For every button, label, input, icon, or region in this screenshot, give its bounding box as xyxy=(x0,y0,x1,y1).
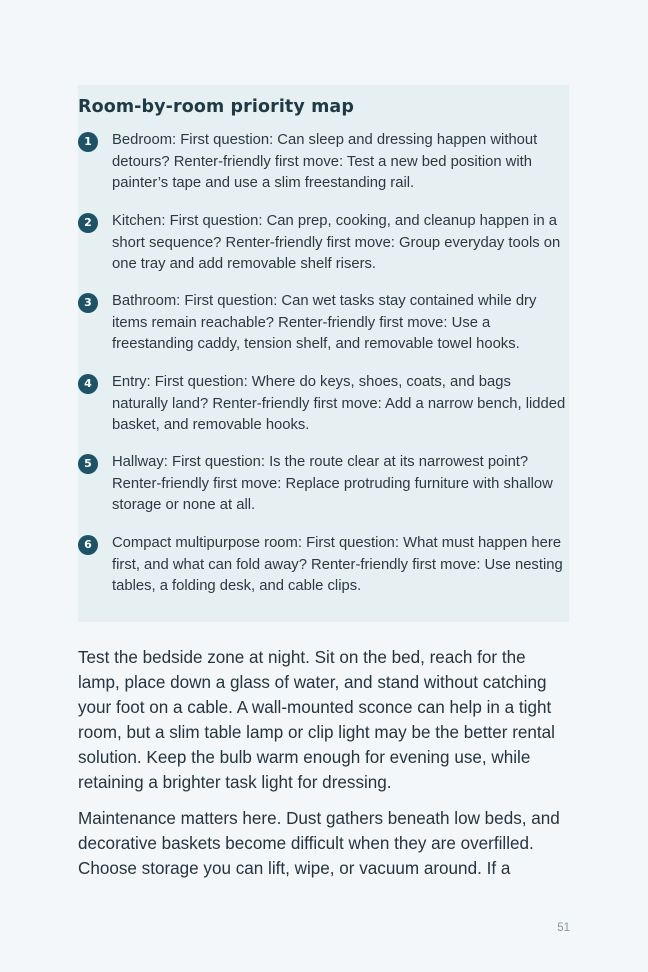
number-badge: 2 xyxy=(78,213,98,233)
priority-item-text: Bedroom: First question: Can sleep and dressing happen without detours? Renter-friendly first move: Test a new bed position with painter’s tape and use a slim freestanding rail. xyxy=(112,132,538,191)
number-badge: 1 xyxy=(78,132,98,152)
priority-item-text: Hallway: First question: Is the route clear at its narrowest point? Renter-friendly first move: Replace protruding furniture with shallow storage or none at all. xyxy=(112,454,553,513)
page-number: 51 xyxy=(557,922,570,934)
priority-item-text: Entry: First question: Where do keys, shoes, coats, and bags naturally land? Renter-friendly first move: Add a narrow bench, lidded basket, and removable hooks. xyxy=(112,374,566,433)
body-paragraph-maintenance: Maintenance matters here. Dust gathers beneath low beds, and decorative baskets become difficult when they are overfilled. Choose storage you can lift, wipe, or vacuum around. If a xyxy=(78,809,560,878)
priority-item-multipurpose xyxy=(78,535,569,601)
priority-map-box xyxy=(78,85,569,622)
priority-item-bathroom xyxy=(78,293,569,359)
priority-map-title: Room-by-room priority map xyxy=(78,97,354,117)
number-badge: 6 xyxy=(78,535,98,555)
number-badge: 3 xyxy=(78,293,98,313)
priority-item-kitchen xyxy=(78,213,569,279)
priority-item-bedroom xyxy=(78,132,569,198)
priority-item-entry xyxy=(78,374,569,440)
number-badge: 5 xyxy=(78,454,98,474)
priority-item-text: Bathroom: First question: Can wet tasks stay contained while dry items remain reachable? Renter-friendly first move: Use a freestanding caddy, tension shelf, and removable towel hooks. xyxy=(112,293,537,352)
body-paragraph-bedside: Test the bedside zone at night. Sit on the bed, reach for the lamp, place down a glass of water, and stand without catching your foot on a cable. A wall-mounted sconce can help in a tight room, but a slim table lamp or clip light may be the better rental solution. Keep the bulb warm enough for evening use, while retaining a brighter task light for dressing. xyxy=(78,648,555,792)
priority-item-text: Kitchen: First question: Can prep, cooking, and cleanup happen in a short sequence? Renter-friendly first move: Group everyday tools on one tray and add removable shelf risers. xyxy=(112,213,561,272)
number-badge: 4 xyxy=(78,374,98,394)
priority-item-hallway xyxy=(78,454,569,520)
priority-item-text: Compact multipurpose room: First question: What must happen here first, and what can fold away? Renter-friendly first move: Use nesting tables, a folding desk, and cable clips. xyxy=(112,535,563,594)
